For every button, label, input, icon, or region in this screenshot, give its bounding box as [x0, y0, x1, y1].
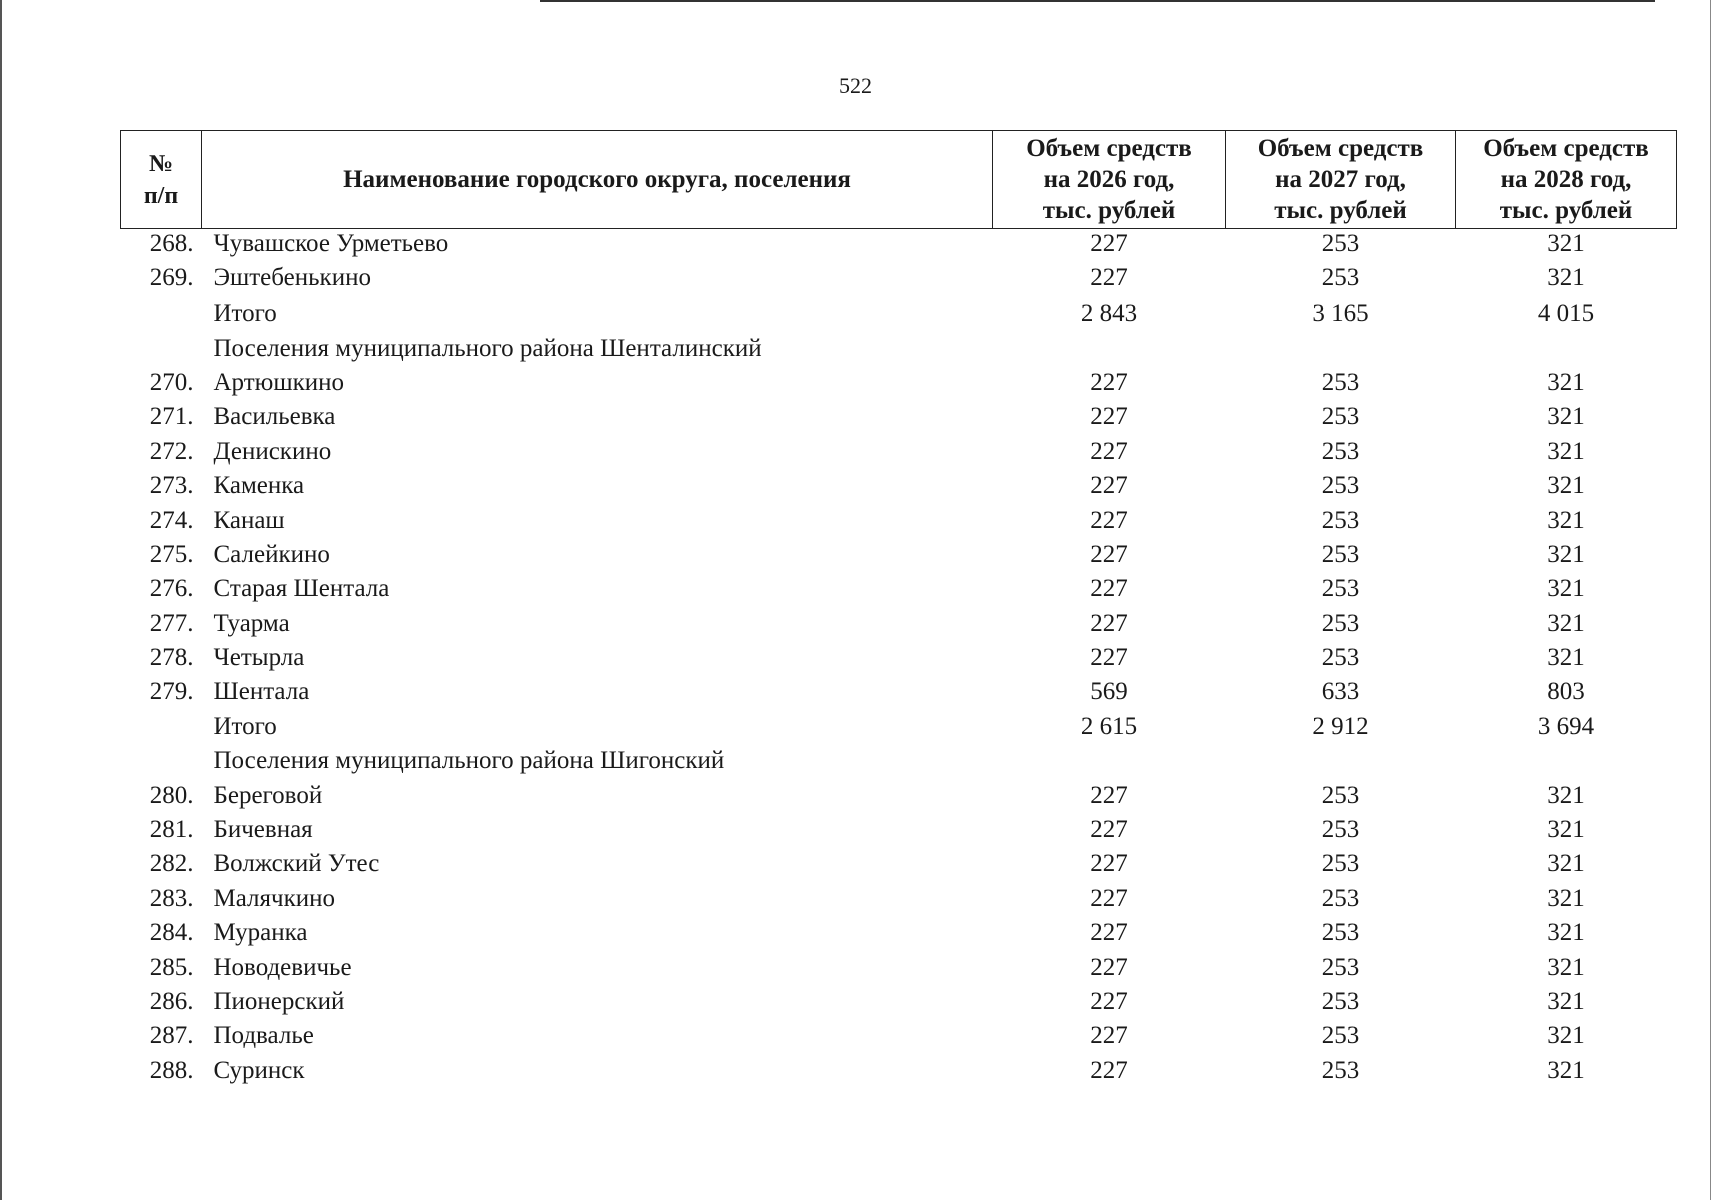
municipality-name: Муранка — [213, 919, 308, 947]
table-row — [121, 916, 1677, 950]
table-row — [121, 469, 1677, 503]
row-number: 280. — [149, 781, 194, 809]
funds-2027-value: 253 — [1321, 816, 1360, 844]
funds-2028-value: 803 — [1547, 678, 1585, 706]
section-heading-row — [121, 744, 1677, 778]
table-row — [121, 572, 1677, 606]
funds-2026-value: 227 — [1090, 644, 1128, 672]
funds-2026-value: 227 — [1090, 781, 1128, 809]
funds-2026-value: 227 — [1090, 506, 1128, 534]
funds-2027-value: 253 — [1321, 953, 1360, 981]
municipality-name: Канаш — [213, 506, 285, 534]
funds-2026-value: 227 — [1090, 230, 1128, 257]
funds-2026-value: 227 — [1090, 816, 1128, 844]
municipality-name: Бичевная — [213, 816, 313, 844]
funds-2026-value: 227 — [1090, 437, 1128, 465]
table-row — [121, 882, 1677, 916]
row-number: 269. — [149, 264, 194, 291]
funds-2028-value: 4 015 — [1537, 300, 1595, 328]
funds-2026-value: 227 — [1090, 953, 1128, 981]
funds-2026-value: 227 — [1090, 540, 1128, 568]
municipality-name: Поселения муниципального района Шигонский — [213, 747, 725, 775]
funds-2027-value: 253 — [1321, 988, 1360, 1015]
table-row — [121, 435, 1677, 469]
funds-2027-value: 253 — [1321, 644, 1360, 672]
row-number: 276. — [149, 575, 194, 603]
table-row — [121, 1019, 1677, 1053]
row-number: 279. — [149, 678, 194, 706]
municipality-name: Суринск — [213, 1056, 305, 1084]
section-heading-row — [121, 331, 1677, 365]
municipality-name: Подвалье — [213, 1022, 314, 1050]
funds-2026-value: 227 — [1090, 884, 1128, 912]
funds-2027-value — [1226, 744, 1456, 778]
table-row — [121, 229, 1677, 260]
funds-2026-value — [993, 744, 1226, 778]
municipality-name: Новодевичье — [213, 953, 352, 981]
page-number: 522 — [839, 73, 872, 98]
funds-2026-value: 227 — [1090, 850, 1128, 878]
row-number: 286. — [149, 988, 194, 1015]
total-row — [121, 710, 1677, 744]
row-number: 282. — [149, 850, 194, 878]
row-number: 278. — [149, 644, 194, 672]
table-row — [121, 538, 1677, 572]
header-municipality-name: Наименование городского округа, поселения — [202, 131, 993, 229]
funds-2027-value: 253 — [1321, 230, 1360, 257]
table-row — [121, 1054, 1677, 1088]
row-number: 272. — [149, 437, 194, 465]
table-row — [121, 259, 1677, 297]
funds-2027-value: 253 — [1321, 884, 1360, 912]
table-row — [121, 503, 1677, 537]
row-number — [121, 331, 202, 365]
funds-2026-value: 2 843 — [1080, 300, 1138, 328]
funds-2027-value: 253 — [1321, 368, 1360, 396]
funds-2028-value: 321 — [1547, 437, 1585, 465]
funds-2027-value: 253 — [1321, 1022, 1360, 1050]
funds-2028-value: 321 — [1547, 230, 1585, 257]
row-number: 283. — [149, 884, 194, 912]
funds-2028-value: 321 — [1547, 575, 1585, 603]
row-number: 281. — [149, 816, 194, 844]
funds-2027-value: 253 — [1321, 609, 1360, 637]
funds-2027-value — [1226, 331, 1456, 365]
funds-2028-value: 3 694 — [1537, 712, 1595, 740]
funds-2028-value: 321 — [1547, 609, 1585, 637]
row-number — [121, 297, 202, 331]
funds-2027-value: 253 — [1321, 506, 1360, 534]
total-row — [121, 297, 1677, 331]
funds-2027-value: 253 — [1321, 264, 1360, 291]
funds-2027-value: 253 — [1321, 403, 1360, 431]
funds-2028-value: 321 — [1547, 368, 1585, 396]
municipality-name: Волжский Утес — [213, 850, 380, 878]
funds-2028-value: 321 — [1547, 264, 1585, 291]
municipality-name: Итого — [213, 300, 277, 328]
row-number: 271. — [149, 403, 194, 431]
table-header-row — [121, 131, 1677, 229]
header-funds-2027: Объем средств на 2027 год, тыс. рублей — [1226, 131, 1456, 229]
funds-2026-value: 227 — [1090, 264, 1128, 291]
table-row — [121, 366, 1677, 400]
header-funds-2028: Объем средств на 2028 год, тыс. рублей — [1456, 131, 1677, 229]
funds-2026-value: 227 — [1090, 403, 1128, 431]
funds-2026-value: 227 — [1090, 988, 1128, 1015]
funds-2026-value: 227 — [1090, 1056, 1128, 1084]
row-number: 270. — [149, 368, 194, 396]
row-number: 268. — [149, 230, 194, 257]
municipality-name: Поселения муниципального района Шенталинский — [213, 334, 762, 362]
row-number: 288. — [149, 1056, 194, 1084]
funds-2027-value: 3 165 — [1312, 300, 1369, 328]
funds-2026-value: 227 — [1090, 919, 1128, 947]
table-body — [121, 229, 1677, 1088]
funds-2028-value: 321 — [1547, 472, 1585, 500]
funds-2027-value: 2 912 — [1312, 712, 1369, 740]
funds-2026-value: 227 — [1090, 609, 1128, 637]
municipality-name: Шентала — [213, 678, 310, 706]
table-row — [121, 813, 1677, 847]
row-number: 274. — [149, 506, 194, 534]
row-number — [121, 710, 202, 744]
municipality-name: Итого — [213, 712, 277, 740]
municipality-name: Артюшкино — [213, 368, 344, 396]
municipality-name: Старая Шентала — [213, 575, 390, 603]
municipality-name: Денискино — [213, 437, 332, 465]
funds-2026-value — [993, 331, 1226, 365]
table-row — [121, 641, 1677, 675]
municipality-name: Салейкино — [213, 540, 330, 568]
header-row-number: № п/п — [121, 131, 202, 229]
table-row — [121, 400, 1677, 434]
funds-2027-value: 253 — [1321, 919, 1360, 947]
funds-2027-value: 253 — [1321, 850, 1360, 878]
funds-2026-value: 2 615 — [1080, 712, 1138, 740]
row-number: 277. — [149, 609, 194, 637]
funds-2028-value: 321 — [1547, 884, 1585, 912]
funds-2027-value: 253 — [1321, 575, 1360, 603]
scan-left-edge — [0, 0, 2, 1200]
table-row — [121, 675, 1677, 709]
funds-2028-value: 321 — [1547, 953, 1585, 981]
table-row — [121, 950, 1677, 984]
row-number: 284. — [149, 919, 194, 947]
row-number: 285. — [149, 953, 194, 981]
funds-2027-value: 253 — [1321, 781, 1360, 809]
funds-2028-value: 321 — [1547, 1056, 1585, 1084]
funds-2028-value — [1456, 331, 1677, 365]
funds-2027-value: 253 — [1321, 1056, 1360, 1084]
funds-2028-value: 321 — [1547, 644, 1585, 672]
funds-2027-value: 253 — [1321, 472, 1360, 500]
table-row — [121, 985, 1677, 1019]
municipality-name: Пионерский — [213, 988, 345, 1015]
funds-2028-value: 321 — [1547, 781, 1585, 809]
funds-2028-value — [1456, 744, 1677, 778]
municipality-name: Малячкино — [213, 884, 335, 912]
row-number: 287. — [149, 1022, 194, 1050]
funds-2028-value: 321 — [1547, 919, 1585, 947]
municipality-name: Чувашское Урметьево — [213, 230, 449, 257]
scan-top-border — [540, 0, 1655, 2]
funds-2028-value: 321 — [1547, 850, 1585, 878]
municipality-name: Каменка — [213, 472, 305, 500]
municipality-name: Эштебенькино — [213, 264, 371, 291]
funds-2028-value: 321 — [1547, 1022, 1585, 1050]
row-number — [121, 744, 202, 778]
funds-2028-value: 321 — [1547, 540, 1585, 568]
funds-2028-value: 321 — [1547, 506, 1585, 534]
funds-2026-value: 227 — [1090, 472, 1128, 500]
municipality-name: Четырла — [213, 644, 305, 672]
funds-2026-value: 227 — [1090, 575, 1128, 603]
municipality-name: Туарма — [213, 609, 290, 637]
funds-2026-value: 569 — [1090, 678, 1128, 706]
funds-2027-value: 633 — [1321, 678, 1360, 706]
funds-2026-value: 227 — [1090, 1022, 1128, 1050]
municipality-name: Береговой — [213, 781, 323, 809]
table-row — [121, 778, 1677, 812]
funds-2028-value: 321 — [1547, 816, 1585, 844]
row-number: 275. — [149, 540, 194, 568]
municipality-name: Васильевка — [213, 403, 336, 431]
budget-allocation-table — [120, 130, 1677, 1088]
row-number: 273. — [149, 472, 194, 500]
funds-2028-value: 321 — [1547, 988, 1585, 1015]
table-row — [121, 847, 1677, 881]
funds-2027-value: 253 — [1321, 437, 1360, 465]
funds-2026-value: 227 — [1090, 368, 1128, 396]
table-row — [121, 607, 1677, 641]
header-funds-2026: Объем средств на 2026 год, тыс. рублей — [993, 131, 1226, 229]
funds-2028-value: 321 — [1547, 403, 1585, 431]
funds-2027-value: 253 — [1321, 540, 1360, 568]
